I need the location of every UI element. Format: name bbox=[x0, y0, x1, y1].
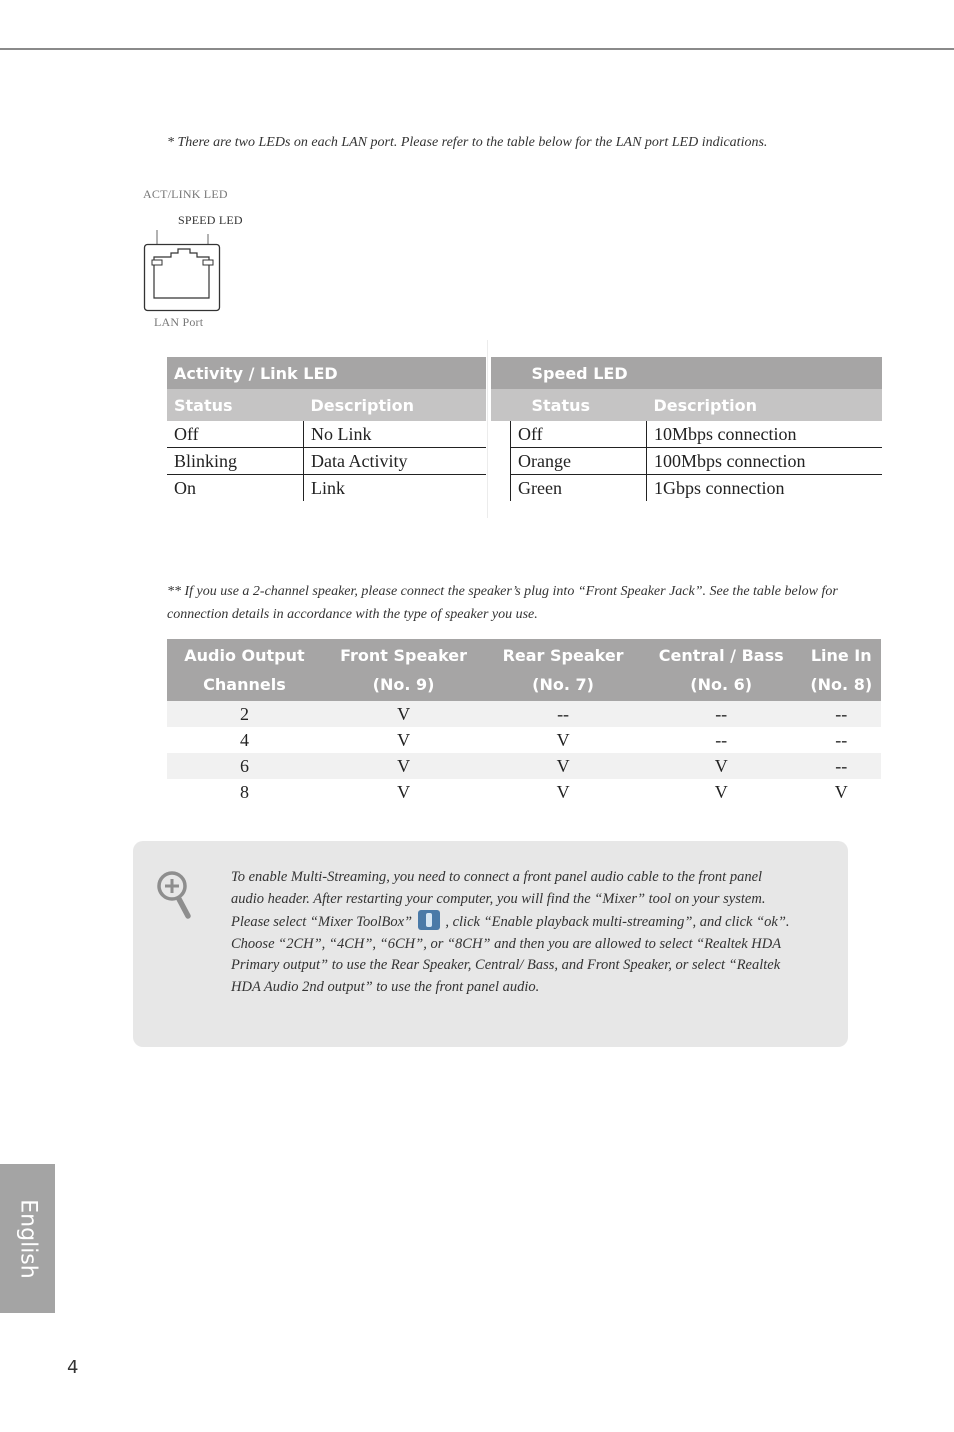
activity-description-header: Description bbox=[304, 389, 487, 421]
table-cell: V bbox=[322, 753, 485, 779]
page-number: 4 bbox=[67, 1357, 79, 1378]
header-rear-speaker-sub: (No. 7) bbox=[485, 670, 641, 701]
side-tab-label: English bbox=[15, 1198, 40, 1279]
lan-led-note: * There are two LEDs on each LAN port. Please refer to the table below for the LAN port LED indications. bbox=[167, 135, 768, 150]
lan-port-diagram bbox=[140, 230, 230, 314]
table-cell: V bbox=[485, 753, 641, 779]
table-cell: 6 bbox=[167, 753, 322, 779]
table-cell: -- bbox=[801, 701, 881, 727]
header-rear-speaker: Rear Speaker bbox=[485, 639, 641, 670]
speed-description-header: Description bbox=[647, 389, 883, 421]
mixer-toolbox-icon bbox=[418, 910, 440, 930]
activity-table-title: Activity / Link LED bbox=[167, 357, 486, 389]
description-cell: 100Mbps connection bbox=[647, 448, 883, 475]
description-cell: 10Mbps connection bbox=[647, 421, 883, 448]
table-row bbox=[167, 475, 486, 502]
table-cell: V bbox=[556, 729, 570, 750]
status-cell: Off bbox=[167, 421, 304, 448]
table-cell: 2 bbox=[167, 701, 322, 727]
header-front-speaker-sub: (No. 9) bbox=[322, 670, 485, 701]
status-cell: On bbox=[167, 475, 304, 502]
table-cell: V bbox=[834, 781, 848, 802]
header-front-speaker: Front Speaker bbox=[322, 639, 485, 670]
table-row bbox=[167, 448, 486, 475]
table-cell: -- bbox=[801, 753, 881, 779]
tip-text bbox=[231, 867, 791, 999]
tip-text-part2: , click “Enable playback multi-streaming”, and click “ok”. Choose “2CH”, “4CH”, “6CH”, or “8CH” and then you are allowed to select “Realtek HDA Primary output” to use the Rear Speaker, Central/ Bass, and Front Speaker, or select “Realtek HDA Audio 2nd output” to use the front panel audio. bbox=[231, 914, 790, 995]
table-row bbox=[167, 727, 881, 753]
table-row bbox=[167, 701, 881, 727]
table-divider bbox=[487, 340, 488, 518]
activity-link-led-table bbox=[167, 357, 486, 501]
speed-led-table bbox=[491, 357, 882, 501]
description-cell: Data Activity bbox=[304, 448, 487, 475]
table-cell: -- bbox=[641, 701, 802, 727]
speed-status-header: Status bbox=[511, 389, 647, 421]
description-cell: No Link bbox=[304, 421, 487, 448]
table-cell: -- bbox=[715, 729, 728, 750]
table-row bbox=[167, 421, 486, 448]
lan-port-label: LAN Port bbox=[154, 315, 204, 329]
table-cell: -- bbox=[485, 701, 641, 727]
table-row bbox=[167, 753, 881, 779]
table-row bbox=[167, 779, 881, 805]
table-row bbox=[491, 475, 882, 502]
speed-table-title: Speed LED bbox=[511, 357, 883, 389]
table-cell: V bbox=[397, 781, 411, 802]
activity-status-header: Status bbox=[167, 389, 304, 421]
header-central-bass-sub: (No. 6) bbox=[641, 670, 802, 701]
table-row bbox=[491, 421, 882, 448]
speaker-note: ** If you use a 2-channel speaker, please connect the speaker’s plug into “Front Speaker Jack”. See the table below for connection details in accordance with the type of speaker you use. bbox=[167, 584, 838, 622]
table-row bbox=[491, 448, 882, 475]
table-cell: V bbox=[641, 753, 802, 779]
audio-output-table bbox=[167, 639, 881, 805]
status-cell: Blinking bbox=[167, 448, 304, 475]
status-cell: Off bbox=[511, 421, 647, 448]
table-cell: V bbox=[322, 701, 485, 727]
top-rule bbox=[0, 48, 954, 50]
table-cell: -- bbox=[835, 729, 848, 750]
tip-text-part1: To enable Multi-Streaming, you need to connect a front panel audio cable to the front panel audio header. After restarting your computer, you will find the “Mixer” tool on your system. Please select “Mixer ToolBox” bbox=[231, 869, 766, 931]
header-line-in: Line In bbox=[801, 639, 881, 670]
table-cell: 4 bbox=[239, 729, 249, 750]
table-cell: V bbox=[556, 781, 570, 802]
magnifier-plus-icon bbox=[155, 870, 195, 922]
header-line-in-sub: (No. 8) bbox=[801, 670, 881, 701]
table-cell: 8 bbox=[239, 781, 249, 802]
table-cell: V bbox=[714, 781, 728, 802]
header-channels: Audio Output bbox=[167, 639, 322, 670]
language-side-tab bbox=[0, 1164, 55, 1313]
status-cell: Orange bbox=[511, 448, 647, 475]
speed-led-label: SPEED LED bbox=[178, 213, 243, 227]
act-link-led-label: ACT/LINK LED bbox=[143, 187, 228, 201]
description-cell: Link bbox=[311, 477, 345, 498]
header-channels-sub: Channels bbox=[167, 670, 322, 701]
header-central-bass: Central / Bass bbox=[641, 639, 802, 670]
table-cell: V bbox=[397, 729, 411, 750]
description-cell: 1Gbps connection bbox=[654, 477, 785, 498]
status-cell: Green bbox=[511, 475, 647, 502]
